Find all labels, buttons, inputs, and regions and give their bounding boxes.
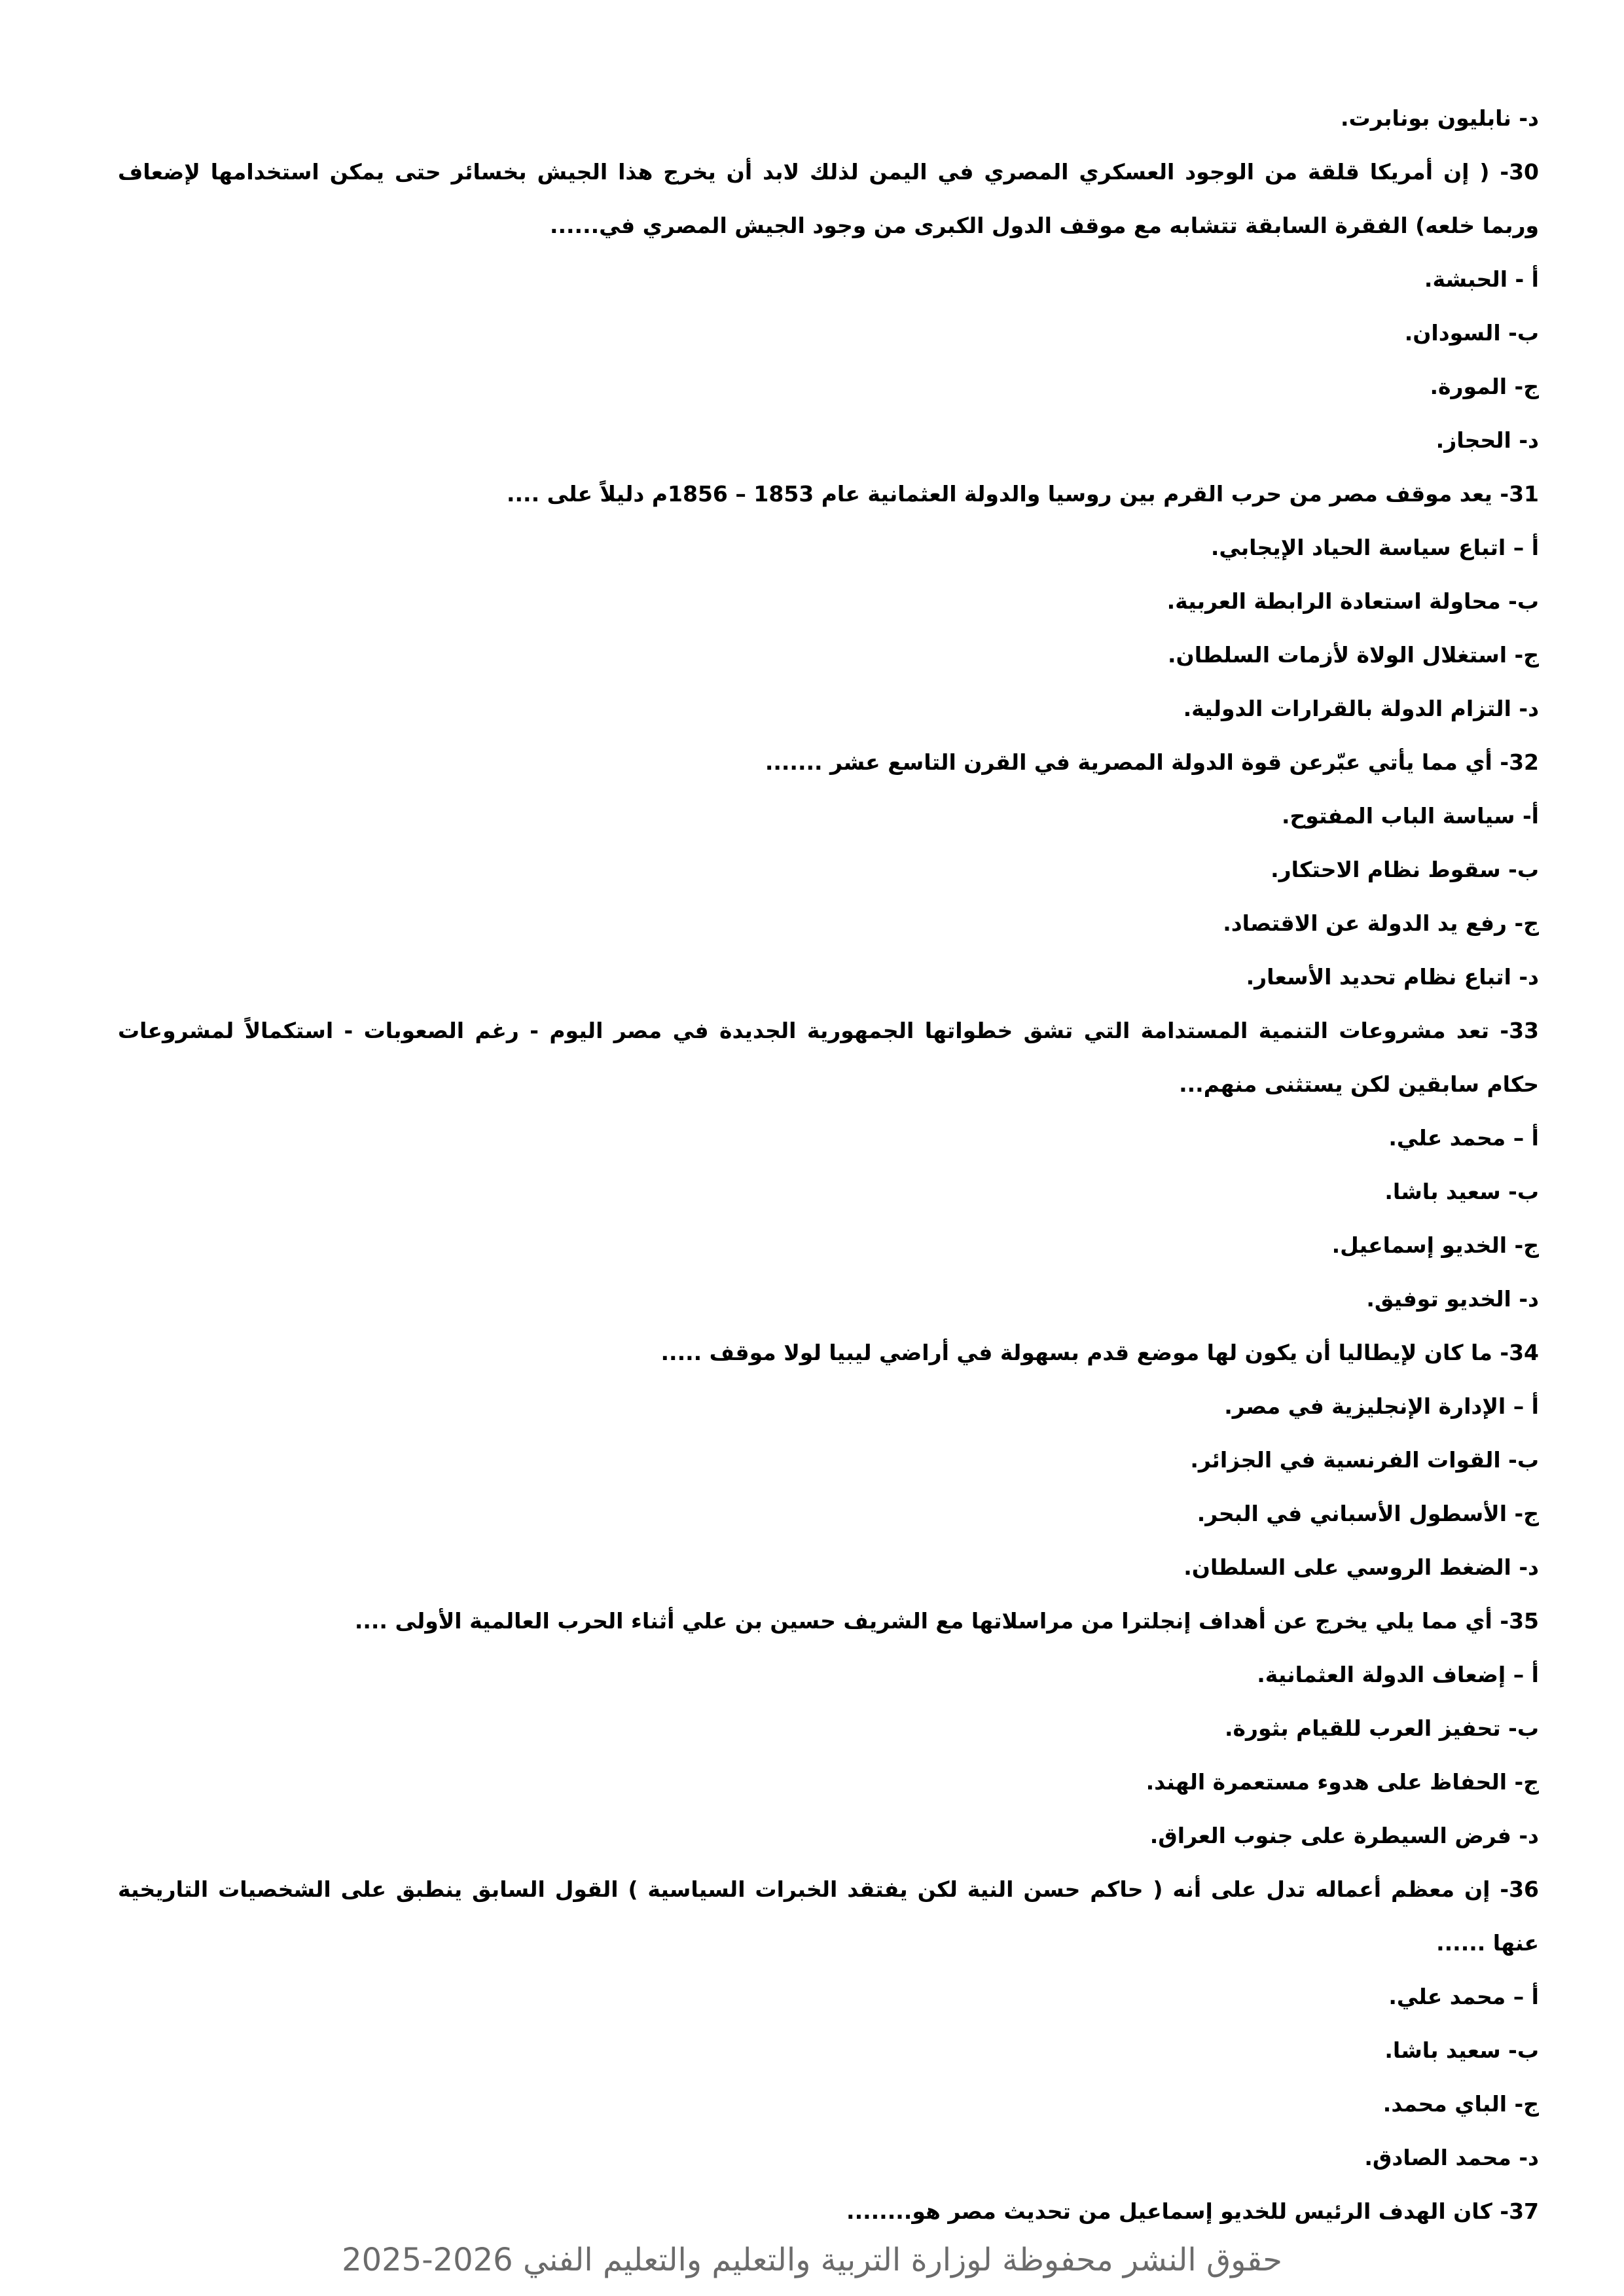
option-line: أ – محمد علي. [1388, 1984, 1539, 2009]
option-line: أ – الإدارة الإنجليزية في مصر. [1224, 1393, 1539, 1419]
option-line: ب- سعيد باشا. [1384, 1179, 1539, 1204]
option-line: د- اتباع نظام تحديد الأسعار. [1246, 964, 1539, 990]
option-line: د- الخديو توفيق. [1366, 1286, 1539, 1312]
option-line: ج- المورة. [1430, 374, 1539, 399]
question-36-line-2: عنها ...... [1436, 1930, 1539, 1956]
option-line: ج- استغلال الولاة لأزمات السلطان. [1168, 642, 1539, 668]
option-line: ب- تحفيز العرب للقيام بثورة. [1225, 1715, 1539, 1741]
option-line: ج- الخديو إسماعيل. [1331, 1232, 1539, 1258]
question-30-line-2: وربما خلعه) الفقرة السابقة تتشابه مع موقف الدول الكبرى من وجود الجيش المصري في...... [549, 213, 1539, 238]
copyright-footer: حقوق النشر محفوظة لوزارة التربية والتعليم والتعليم الفني 2026-2025 [342, 2242, 1282, 2278]
option-line: ب- القوات الفرنسية في الجزائر. [1190, 1447, 1539, 1473]
option-line: د- الضغط الروسي على السلطان. [1183, 1554, 1539, 1580]
option-line: ب- سعيد باشا. [1384, 2037, 1539, 2063]
option-line: ج- الأسطول الأسباني في البحر. [1197, 1501, 1539, 1526]
question-34: 34- ما كان لإيطاليا أن يكون لها موضع قدم بسهولة في أراضي ليبيا لولا موقف ..... [660, 1340, 1539, 1365]
option-line: ب- محاولة استعادة الرابطة العربية. [1166, 588, 1539, 614]
option-line: د- نابليون بونابرت. [1340, 105, 1539, 131]
option-line: د- فرض السيطرة على جنوب العراق. [1149, 1823, 1539, 1848]
option-line: ج- الباي محمد. [1382, 2091, 1539, 2117]
option-line: ب- السودان. [1404, 320, 1539, 346]
question-35: 35- أي مما يلي يخرج عن أهداف إنجلترا من مراسلاتها مع الشريف حسين بن علي أثناء الحرب العالمية الأولى .... [354, 1608, 1539, 1634]
option-line: د- محمد الصادق. [1364, 2145, 1539, 2170]
option-line: ج- الحفاظ على هدوء مستعمرة الهند. [1146, 1769, 1539, 1795]
question-37: 37- كان الهدف الرئيس للخديو إسماعيل من تحديث مصر هو........ [846, 2198, 1539, 2224]
option-line: ب- سقوط نظام الاحتكار. [1271, 857, 1539, 882]
question-30-line-1: 30- ( إن أمريكا قلقة من الوجود العسكري المصري في اليمن لذلك لابد أن يخرج هذا الجيش بخسائر حتى يمكن استخدامها لإضعاف [118, 159, 1539, 185]
option-line: أ- سياسة الباب المفتوح. [1281, 803, 1539, 829]
question-31: 31- يعد موقف مصر من حرب القرم بين روسيا والدولة العثمانية عام 1853 – 1856م دليلاً على .... [506, 481, 1539, 507]
question-33-line-1: 33- تعد مشروعات التنمية المستدامة التي تشق خطواتها الجمهورية الجديدة في مصر اليوم - رغم الصعوبات - استكمالاً لمشروعات [118, 1018, 1539, 1043]
option-line: ج- رفع يد الدولة عن الاقتصاد. [1223, 910, 1539, 936]
option-line: أ – اتباع سياسة الحياد الإيجابي. [1210, 535, 1539, 560]
question-32: 32- أي مما يأتي عبّرعن قوة الدولة المصرية في القرن التاسع عشر ....... [765, 749, 1539, 775]
exam-questions [118, 92, 1539, 2238]
question-33-line-2: حكام سابقين لكن يستثنى منهم... [1179, 1071, 1539, 1097]
option-line: أ - الحبشة. [1424, 266, 1539, 292]
question-36-line-1: 36- إن معظم أعماله تدل على أنه ( حاكم حسن النية لكن يفتقد الخبرات السياسية ) القول السابق ينطبق على الشخصيات التاريخية [118, 1876, 1539, 1902]
option-line: أ – محمد علي. [1388, 1125, 1539, 1151]
option-line: أ – إضعاف الدولة العثمانية. [1257, 1662, 1539, 1687]
option-line: د- التزام الدولة بالقرارات الدولية. [1183, 696, 1539, 721]
option-line: د- الحجاز. [1435, 427, 1539, 453]
